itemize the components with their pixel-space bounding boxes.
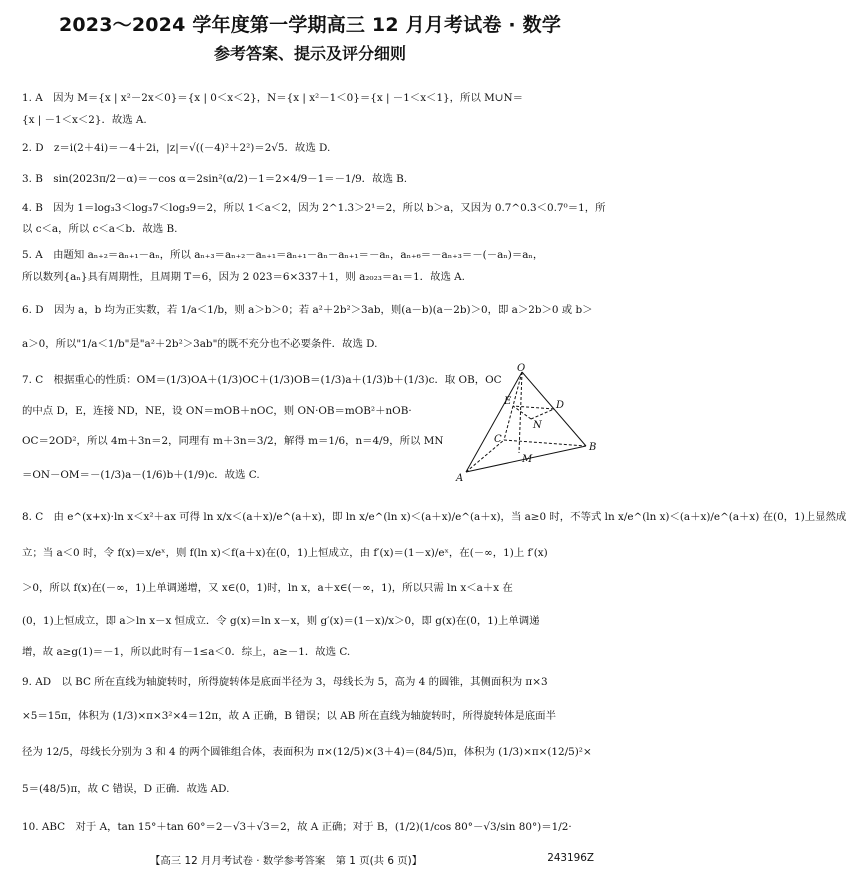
answer-line: OC＝2OD²，所以 4m＋3n＝2，同理有 m＋3n＝3/2，解得 m＝1/6，n＝4/9，所以 MN xyxy=(22,435,444,447)
answer-line: 径为 12/5，母线长分别为 3 和 4 的两个圆锥组合体，表面积为 π×(12/5)×(3＋4)＝(84/5)π，体积为 (1/3)×π×(12/5)²× xyxy=(22,746,592,758)
label-e: E xyxy=(504,396,512,407)
page-title: 2023～2024 学年度第一学期高三 12 月月考试卷 · 数学 xyxy=(58,14,562,36)
answer-line: 所以数列{aₙ}具有周期性，且周期 T＝6，因为 2 023＝6×337＋1，则 a₂₀₂₃＝a₁＝1．故选 A. xyxy=(22,271,465,283)
answer-line: (0，1)上恒成立，即 a＞ln x－x 恒成立．令 g(x)＝ln x－x，则 g′(x)＝(1－x)/x＞0，即 g(x)在(0，1)上单调递 xyxy=(22,615,540,627)
label-c: C xyxy=(494,434,502,445)
answer-line: a＞0，所以"1/a＜1/b"是"a²＋2b²＞3ab"的既不充分也不必要条件．故选 D. xyxy=(22,338,378,350)
answer-line: 7. C 根据重心的性质：OM＝(1/3)OA＋(1/3)OC＋(1/3)OB＝(1/3)a＋(1/3)b＋(1/3)c．取 OB，OC xyxy=(22,374,502,386)
answer-line: 5＝(48/5)π，故 C 错误，D 正确．故选 AD. xyxy=(22,783,230,795)
answer-line: 8. C 由 e^(x+x)·ln x＜x²＋ax 可得 ln x/x＜(a＋x)/e^(a＋x)，即 ln x/e^(ln x)＜(a＋x)/e^(a＋x)，当 a≥0 时，不等式 ln x/e^(ln x)＜(a＋x)/e^(a＋x) 在(0，1)上显然成 xyxy=(22,511,846,523)
label-n: N xyxy=(533,420,542,431)
edge-oa xyxy=(466,372,522,472)
answer-line: 9. AD 以 BC 所在直线为轴旋转时，所得旋转体是底面半径为 3，母线长为 5，高为 4 的圆锥，其侧面积为 π×3 xyxy=(22,676,548,688)
answer-line: 立；当 a＜0 时，令 f(x)＝x/eˣ，则 f(ln x)＜f(a＋x)在(0，1)上恒成立，由 f′(x)＝(1－x)/eˣ，在(－∞，1)上 f′(x) xyxy=(22,547,548,559)
answer-line: 1. A 因为 M＝{x | x²－2x＜0}＝{x | 0＜x＜2}，N＝{x | x²－1＜0}＝{x | －1＜x＜1}，所以 M∪N＝ xyxy=(22,92,523,104)
label-o: O xyxy=(517,363,526,374)
segment-nd xyxy=(531,409,554,419)
answer-line: 3. B sin(2023π/2－α)＝－cos α＝2sin²(α/2)－1＝2×4/9－1＝－1/9．故选 B. xyxy=(22,173,408,185)
answer-line: ×5＝15π，体积为 (1/3)×π×3²×4＝12π，故 A 正确，B 错误；以 AB 所在直线为轴旋转时，所得旋转体是底面半 xyxy=(22,710,556,722)
answer-line: 增，故 a≥g(1)＝－1，所以此时有－1≤a＜0．综上，a≥－1．故选 C. xyxy=(22,646,351,658)
answer-line: 2. D z＝i(2＋4i)＝－4＋2i，|z|＝√((－4)²＋2²)＝2√5．故选 D. xyxy=(22,142,331,154)
answer-line: 4. B 因为 1＝log₃3＜log₃7＜log₃9＝2，所以 1＜a＜2，因为 2^1.3＞2¹＝2，所以 b＞a，又因为 0.7^0.3＜0.7⁰＝1，所 xyxy=(22,202,606,214)
answer-line: 以 c＜a，所以 c＜a＜b．故选 B. xyxy=(22,223,178,235)
answer-line: 6. D 因为 a，b 均为正实数，若 1/a＜1/b，则 a＞b＞0；若 a²＋2b²＞3ab，则(a－b)(a－2b)＞0，即 a＞2b＞0 或 b＞ xyxy=(22,304,593,316)
tetrahedron-figure xyxy=(438,362,598,484)
page-subtitle: 参考答案、提示及评分细则 xyxy=(213,44,406,63)
edge-cb xyxy=(504,440,586,446)
label-a: A xyxy=(456,473,464,484)
page-footer: 【高三 12 月月考试卷 · 数学参考答案 第 1 页(共 6 页)】 xyxy=(150,855,423,867)
answer-line: 5. A 由题知 aₙ₊₂＝aₙ₊₁－aₙ，所以 aₙ₊₃＝aₙ₊₂－aₙ₊₁＝aₙ₊₁－aₙ－aₙ₊₁＝－aₙ，aₙ₊₆＝－aₙ₊₃＝－(－aₙ)＝aₙ， xyxy=(22,249,544,261)
answer-line: 的中点 D，E，连接 ND，NE，设 ON＝mOB＋nOC，则 ON·OB＝mOB²＋nOB· xyxy=(22,405,412,417)
label-b: B xyxy=(589,442,597,453)
answer-line: {x | －1＜x＜2}．故选 A. xyxy=(22,114,147,126)
label-d: D xyxy=(556,400,565,411)
answer-line: ＝ON－OM＝－(1/3)a－(1/6)b＋(1/9)c．故选 C. xyxy=(22,469,260,481)
segment-de xyxy=(513,406,554,409)
segment-ne xyxy=(513,406,531,419)
document-code: 243196Z xyxy=(547,852,594,864)
answer-line: 10. ABC 对于 A，tan 15°＋tan 60°＝2－√3＋√3＝2，故 A 正确；对于 B，(1/2)(1/cos 80°－√3/sin 80°)＝1/2· xyxy=(22,821,572,833)
answer-line: ＞0，所以 f(x)在(－∞，1)上单调递增，又 x∈(0，1)时，ln x，a＋x∈(－∞，1)，所以只需 ln x＜a＋x 在 xyxy=(22,582,513,594)
label-m: M xyxy=(522,454,533,465)
